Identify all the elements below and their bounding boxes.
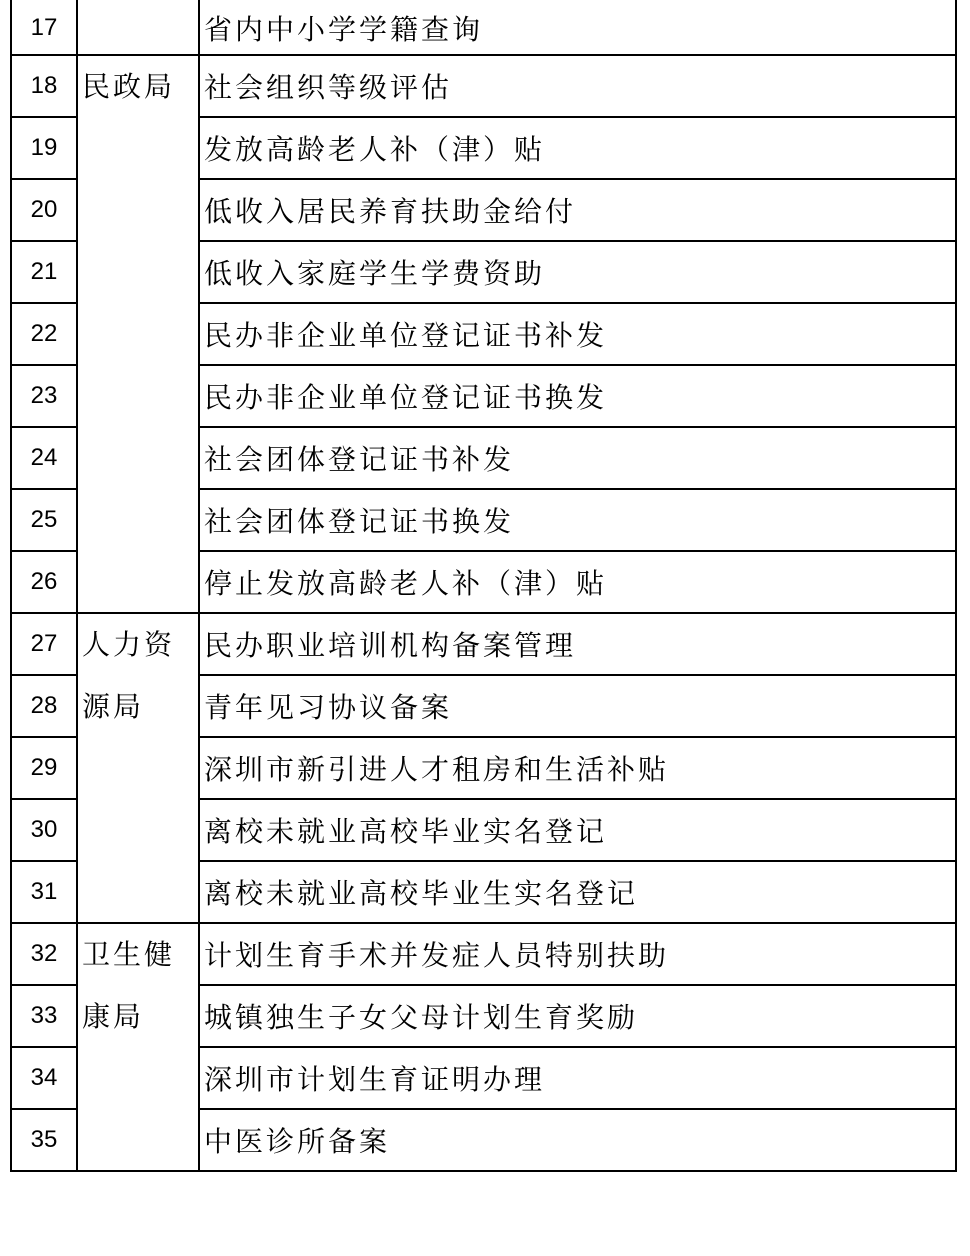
row-number: 18 bbox=[11, 55, 77, 117]
row-number: 27 bbox=[11, 613, 77, 675]
service-item: 省内中小学学籍查询 bbox=[199, 0, 956, 55]
department-cell bbox=[77, 0, 199, 55]
row-number: 29 bbox=[11, 737, 77, 799]
service-item: 深圳市计划生育证明办理 bbox=[199, 1047, 956, 1109]
service-item: 民办非企业单位登记证书换发 bbox=[199, 365, 956, 427]
row-number: 23 bbox=[11, 365, 77, 427]
service-item: 社会组织等级评估 bbox=[199, 55, 956, 117]
service-item: 离校未就业高校毕业实名登记 bbox=[199, 799, 956, 861]
service-item: 深圳市新引进人才租房和生活补贴 bbox=[199, 737, 956, 799]
service-item: 民办职业培训机构备案管理 bbox=[199, 613, 956, 675]
department-name: 卫生健康局 bbox=[82, 938, 176, 1033]
table-row bbox=[11, 923, 956, 985]
service-item: 城镇独生子女父母计划生育奖励 bbox=[199, 985, 956, 1047]
department-cell bbox=[77, 613, 199, 923]
table-row bbox=[11, 613, 956, 675]
row-number: 20 bbox=[11, 179, 77, 241]
department-cell bbox=[77, 923, 199, 1171]
row-number: 31 bbox=[11, 861, 77, 923]
row-number: 24 bbox=[11, 427, 77, 489]
service-item: 青年见习协议备案 bbox=[199, 675, 956, 737]
table-row bbox=[11, 55, 956, 117]
row-number: 30 bbox=[11, 799, 77, 861]
department-name: 民政局 bbox=[82, 70, 176, 103]
row-number: 25 bbox=[11, 489, 77, 551]
row-number: 17 bbox=[11, 0, 77, 55]
department-cell bbox=[77, 55, 199, 613]
row-number: 32 bbox=[11, 923, 77, 985]
table-row bbox=[11, 0, 956, 55]
row-number: 26 bbox=[11, 551, 77, 613]
department-name: 人力资源局 bbox=[82, 628, 176, 723]
service-item: 计划生育手术并发症人员特别扶助 bbox=[199, 923, 956, 985]
row-number: 19 bbox=[11, 117, 77, 179]
service-item: 中医诊所备案 bbox=[199, 1109, 956, 1171]
service-item: 发放高龄老人补（津）贴 bbox=[199, 117, 956, 179]
row-number: 28 bbox=[11, 675, 77, 737]
row-number: 34 bbox=[11, 1047, 77, 1109]
row-number: 21 bbox=[11, 241, 77, 303]
row-number: 33 bbox=[11, 985, 77, 1047]
service-item: 社会团体登记证书补发 bbox=[199, 427, 956, 489]
row-number: 35 bbox=[11, 1109, 77, 1171]
service-item: 离校未就业高校毕业生实名登记 bbox=[199, 861, 956, 923]
row-number: 22 bbox=[11, 303, 77, 365]
service-item: 社会团体登记证书换发 bbox=[199, 489, 956, 551]
service-item: 民办非企业单位登记证书补发 bbox=[199, 303, 956, 365]
service-item: 停止发放高龄老人补（津）贴 bbox=[199, 551, 956, 613]
service-item: 低收入家庭学生学费资助 bbox=[199, 241, 956, 303]
service-table bbox=[10, 0, 957, 1172]
service-item: 低收入居民养育扶助金给付 bbox=[199, 179, 956, 241]
